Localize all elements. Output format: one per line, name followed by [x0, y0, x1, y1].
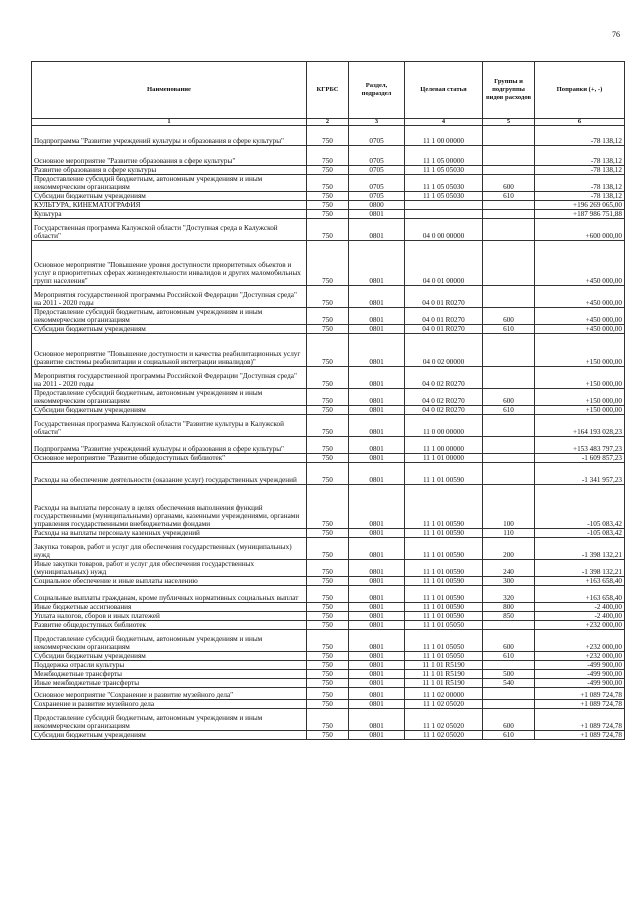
cell-kgrbs: 750 — [307, 454, 349, 463]
header-razdel: Раздел, подраздел — [349, 62, 405, 119]
cell-amendment: +150 000,00 — [535, 367, 625, 389]
cell-amendment: +163 658,40 — [535, 586, 625, 603]
cell-expense-group — [483, 126, 535, 146]
cell-amendment: -1 609 857,23 — [535, 454, 625, 463]
cell-kgrbs: 750 — [307, 586, 349, 603]
cell-amendment: +163 658,40 — [535, 577, 625, 586]
cell-razdel: 0801 — [349, 415, 405, 437]
cell-target-article: 11 1 01 05050 — [405, 621, 483, 630]
table-row — [32, 630, 625, 652]
cell-kgrbs: 750 — [307, 670, 349, 679]
cell-kgrbs: 750 — [307, 709, 349, 731]
table-row — [32, 652, 625, 661]
table-row — [32, 286, 625, 308]
table-row — [32, 219, 625, 241]
cell-razdel: 0801 — [349, 586, 405, 603]
cell-razdel: 0801 — [349, 621, 405, 630]
table-row — [32, 192, 625, 201]
cell-amendment: -78 138,12 — [535, 166, 625, 175]
cell-expense-group — [483, 463, 535, 485]
cell-target-article: 11 1 01 05050 — [405, 652, 483, 661]
cell-expense-group — [483, 661, 535, 670]
cell-kgrbs: 750 — [307, 406, 349, 415]
cell-expense-group — [483, 688, 535, 700]
cell-amendment: +450 000,00 — [535, 286, 625, 308]
cell-razdel: 0800 — [349, 201, 405, 210]
cell-kgrbs: 750 — [307, 560, 349, 577]
cell-name: Предоставление субсидий бюджетным, автономным учреждениям и иным некоммерческим организациям — [32, 175, 307, 192]
header-name: Наименование — [32, 62, 307, 119]
table-row — [32, 146, 625, 166]
column-numbers-row — [32, 119, 625, 126]
cell-expense-group: 600 — [483, 308, 535, 325]
cell-amendment: +450 000,00 — [535, 308, 625, 325]
cell-razdel: 0801 — [349, 367, 405, 389]
header-target-article: Целевая статья — [405, 62, 483, 119]
cell-name: Субсидии бюджетным учреждениям — [32, 731, 307, 740]
cell-kgrbs: 750 — [307, 700, 349, 709]
cell-target-article: 04 0 01 00000 — [405, 241, 483, 286]
cell-amendment: +164 193 028,23 — [535, 415, 625, 437]
table-row — [32, 612, 625, 621]
header-amendments: Поправки (+, -) — [535, 62, 625, 119]
cell-razdel: 0801 — [349, 485, 405, 529]
cell-target-article: 04 0 02 R0270 — [405, 367, 483, 389]
col-number: 6 — [535, 119, 625, 126]
cell-expense-group: 600 — [483, 709, 535, 731]
cell-expense-group — [483, 437, 535, 454]
cell-target-article: 11 1 01 00590 — [405, 586, 483, 603]
cell-kgrbs: 750 — [307, 367, 349, 389]
cell-amendment: +1 089 724,78 — [535, 709, 625, 731]
cell-name: Развитие общедоступных библиотек — [32, 621, 307, 630]
cell-kgrbs: 750 — [307, 126, 349, 146]
table-body — [32, 126, 625, 740]
col-number: 1 — [32, 119, 307, 126]
cell-amendment: +153 483 797,23 — [535, 437, 625, 454]
cell-expense-group: 610 — [483, 192, 535, 201]
cell-expense-group — [483, 700, 535, 709]
cell-kgrbs: 750 — [307, 630, 349, 652]
cell-kgrbs: 750 — [307, 463, 349, 485]
col-number: 4 — [405, 119, 483, 126]
cell-target-article: 11 1 01 00590 — [405, 485, 483, 529]
cell-name: Государственная программа Калужской области "Развитие культуры в Калужской области" — [32, 415, 307, 437]
cell-name: Закупка товаров, работ и услуг для обеспечения государственных (муниципальных) нужд — [32, 538, 307, 560]
cell-name: Основное мероприятие "Развитие образования в сфере культуры" — [32, 146, 307, 166]
cell-kgrbs: 750 — [307, 437, 349, 454]
cell-name: Субсидии бюджетным учреждениям — [32, 192, 307, 201]
cell-kgrbs: 750 — [307, 210, 349, 219]
cell-target-article: 11 1 05 05030 — [405, 166, 483, 175]
cell-name: Поддержка отрасли культуры — [32, 661, 307, 670]
cell-name: Расходы на выплаты персоналу казенных учреждений — [32, 529, 307, 538]
cell-name: Предоставление субсидий бюджетным, автономным учреждениям и иным некоммерческим организациям — [32, 308, 307, 325]
table-row — [32, 661, 625, 670]
cell-target-article: 11 1 01 00590 — [405, 577, 483, 586]
cell-kgrbs: 750 — [307, 334, 349, 367]
cell-razdel: 0801 — [349, 612, 405, 621]
cell-expense-group — [483, 621, 535, 630]
cell-razdel: 0801 — [349, 454, 405, 463]
table-row — [32, 577, 625, 586]
cell-amendment: -2 400,00 — [535, 612, 625, 621]
cell-kgrbs: 750 — [307, 201, 349, 210]
cell-kgrbs: 750 — [307, 529, 349, 538]
cell-razdel: 0705 — [349, 146, 405, 166]
cell-target-article: 11 1 00 00000 — [405, 437, 483, 454]
cell-razdel: 0801 — [349, 389, 405, 406]
cell-name: Расходы на обеспечение деятельности (оказание услуг) государственных учреждений — [32, 463, 307, 485]
cell-razdel: 0801 — [349, 661, 405, 670]
cell-razdel: 0801 — [349, 630, 405, 652]
cell-razdel: 0705 — [349, 192, 405, 201]
cell-razdel: 0801 — [349, 560, 405, 577]
cell-amendment: +196 269 065,00 — [535, 201, 625, 210]
cell-name: Уплата налогов, сборов и иных платежей — [32, 612, 307, 621]
cell-target-article: 04 0 02 00000 — [405, 334, 483, 367]
cell-target-article — [405, 210, 483, 219]
cell-kgrbs: 750 — [307, 286, 349, 308]
cell-amendment: +150 000,00 — [535, 406, 625, 415]
cell-name: Основное мероприятие "Развитие общедоступных библиотек" — [32, 454, 307, 463]
cell-amendment: -1 341 957,23 — [535, 463, 625, 485]
cell-amendment: -105 083,42 — [535, 485, 625, 529]
cell-razdel: 0801 — [349, 688, 405, 700]
cell-amendment: -499 900,00 — [535, 661, 625, 670]
cell-target-article: 04 0 01 R0270 — [405, 308, 483, 325]
cell-name: Подпрограмма "Развитие учреждений культуры и образования в сфере культуры" — [32, 126, 307, 146]
cell-razdel: 0801 — [349, 731, 405, 740]
cell-kgrbs: 750 — [307, 485, 349, 529]
cell-razdel: 0801 — [349, 219, 405, 241]
cell-razdel: 0801 — [349, 538, 405, 560]
cell-expense-group: 600 — [483, 389, 535, 406]
cell-target-article: 04 0 01 R0270 — [405, 325, 483, 334]
cell-expense-group — [483, 241, 535, 286]
cell-amendment: -1 398 132,21 — [535, 538, 625, 560]
cell-expense-group: 610 — [483, 731, 535, 740]
table-row — [32, 334, 625, 367]
cell-target-article: 11 1 01 05050 — [405, 630, 483, 652]
table-row — [32, 679, 625, 688]
cell-razdel: 0801 — [349, 603, 405, 612]
cell-target-article: 11 0 00 00000 — [405, 415, 483, 437]
cell-amendment: -105 083,42 — [535, 529, 625, 538]
cell-expense-group: 600 — [483, 175, 535, 192]
cell-razdel: 0801 — [349, 463, 405, 485]
cell-target-article: 11 1 01 00000 — [405, 454, 483, 463]
cell-target-article: 11 1 01 R5190 — [405, 670, 483, 679]
cell-target-article: 11 1 05 05030 — [405, 192, 483, 201]
table-row — [32, 485, 625, 529]
cell-razdel: 0801 — [349, 652, 405, 661]
cell-razdel: 0801 — [349, 700, 405, 709]
table-row — [32, 166, 625, 175]
cell-expense-group: 240 — [483, 560, 535, 577]
cell-amendment: +232 000,00 — [535, 652, 625, 661]
cell-name: Государственная программа Калужской области "Доступная среда в Калужской области" — [32, 219, 307, 241]
cell-expense-group: 850 — [483, 612, 535, 621]
cell-target-article: 04 0 02 R0270 — [405, 406, 483, 415]
cell-name: Сохранение и развитие музейного дела — [32, 700, 307, 709]
cell-target-article — [405, 201, 483, 210]
col-number: 2 — [307, 119, 349, 126]
cell-amendment: +150 000,00 — [535, 334, 625, 367]
table-row — [32, 201, 625, 210]
cell-razdel: 0705 — [349, 166, 405, 175]
table-row — [32, 731, 625, 740]
cell-expense-group: 800 — [483, 603, 535, 612]
cell-target-article: 11 1 01 00590 — [405, 529, 483, 538]
cell-kgrbs: 750 — [307, 308, 349, 325]
cell-expense-group: 100 — [483, 485, 535, 529]
cell-name: Основное мероприятие "Сохранение и развитие музейного дела" — [32, 688, 307, 700]
cell-name: Иные бюджетные ассигнования — [32, 603, 307, 612]
cell-razdel: 0801 — [349, 529, 405, 538]
cell-razdel: 0801 — [349, 334, 405, 367]
cell-kgrbs: 750 — [307, 688, 349, 700]
cell-kgrbs: 750 — [307, 661, 349, 670]
cell-expense-group — [483, 201, 535, 210]
cell-razdel: 0801 — [349, 670, 405, 679]
cell-target-article: 11 1 02 05020 — [405, 731, 483, 740]
cell-razdel: 0801 — [349, 210, 405, 219]
cell-expense-group: 610 — [483, 325, 535, 334]
cell-kgrbs: 750 — [307, 219, 349, 241]
cell-name: Подпрограмма "Развитие учреждений культуры и образования в сфере культуры" — [32, 437, 307, 454]
cell-target-article: 11 1 02 00000 — [405, 688, 483, 700]
cell-name: Мероприятия государственной программы Российской Федерации "Доступная среда" на 2011 - 2020 годы — [32, 367, 307, 389]
cell-kgrbs: 750 — [307, 415, 349, 437]
cell-expense-group: 610 — [483, 652, 535, 661]
table-row — [32, 437, 625, 454]
table-row — [32, 175, 625, 192]
cell-expense-group: 600 — [483, 630, 535, 652]
table-row — [32, 454, 625, 463]
cell-amendment: +150 000,00 — [535, 389, 625, 406]
cell-name: Социальные выплаты гражданам, кроме публичных нормативных социальных выплат — [32, 586, 307, 603]
cell-expense-group — [483, 286, 535, 308]
cell-amendment: -499 900,00 — [535, 679, 625, 688]
table-row — [32, 406, 625, 415]
cell-kgrbs: 750 — [307, 241, 349, 286]
cell-name: Предоставление субсидий бюджетным, автономным учреждениям и иным некоммерческим организациям — [32, 709, 307, 731]
cell-razdel: 0801 — [349, 406, 405, 415]
col-number: 3 — [349, 119, 405, 126]
cell-target-article: 11 1 02 05020 — [405, 709, 483, 731]
cell-name: Основное мероприятие "Повышение уровня доступности приоритетных объектов и услуг в приоритетных сферах жизнедеятельности инвалидов и других маломобильных групп населения" — [32, 241, 307, 286]
cell-target-article: 11 1 01 00590 — [405, 603, 483, 612]
cell-target-article: 11 1 05 00000 — [405, 146, 483, 166]
cell-amendment: +600 000,00 — [535, 219, 625, 241]
cell-name: Субсидии бюджетным учреждениям — [32, 652, 307, 661]
table-row — [32, 538, 625, 560]
cell-expense-group: 320 — [483, 586, 535, 603]
cell-target-article: 04 0 02 R0270 — [405, 389, 483, 406]
cell-name: Мероприятия государственной программы Российской Федерации "Доступная среда" на 2011 - 2020 годы — [32, 286, 307, 308]
cell-razdel: 0801 — [349, 679, 405, 688]
cell-target-article: 11 1 05 05030 — [405, 175, 483, 192]
cell-amendment: +232 000,00 — [535, 630, 625, 652]
cell-amendment: +1 089 724,78 — [535, 700, 625, 709]
table-row — [32, 586, 625, 603]
table-row — [32, 241, 625, 286]
cell-target-article: 11 1 00 00000 — [405, 126, 483, 146]
cell-expense-group — [483, 415, 535, 437]
cell-amendment: -78 138,12 — [535, 126, 625, 146]
cell-name: Предоставление субсидий бюджетным, автономным учреждениям и иным некоммерческим организациям — [32, 389, 307, 406]
cell-kgrbs: 750 — [307, 325, 349, 334]
cell-amendment: +450 000,00 — [535, 241, 625, 286]
cell-expense-group: 610 — [483, 406, 535, 415]
cell-name: Межбюджетные трансферты — [32, 670, 307, 679]
cell-target-article: 11 1 01 00590 — [405, 560, 483, 577]
table-row — [32, 700, 625, 709]
cell-kgrbs: 750 — [307, 731, 349, 740]
budget-table — [31, 61, 625, 740]
table-row — [32, 415, 625, 437]
cell-kgrbs: 750 — [307, 192, 349, 201]
cell-name: Иные межбюджетные трансферты — [32, 679, 307, 688]
cell-expense-group — [483, 454, 535, 463]
cell-expense-group: 300 — [483, 577, 535, 586]
cell-target-article: 11 1 02 05020 — [405, 700, 483, 709]
cell-razdel: 0801 — [349, 286, 405, 308]
cell-amendment: -2 400,00 — [535, 603, 625, 612]
cell-expense-group — [483, 334, 535, 367]
cell-expense-group — [483, 219, 535, 241]
cell-name: Основное мероприятие "Повышение доступности и качества реабилитационных услуг (развитие системы реабилитации и социальной интеграции инвалидов)" — [32, 334, 307, 367]
header-row — [32, 62, 625, 119]
cell-name: Субсидии бюджетным учреждениям — [32, 406, 307, 415]
cell-amendment: +187 986 751,88 — [535, 210, 625, 219]
cell-expense-group — [483, 146, 535, 166]
cell-expense-group — [483, 166, 535, 175]
cell-amendment: -78 138,12 — [535, 192, 625, 201]
cell-razdel: 0705 — [349, 175, 405, 192]
table-row — [32, 389, 625, 406]
table-row — [32, 325, 625, 334]
cell-kgrbs: 750 — [307, 652, 349, 661]
cell-razdel: 0801 — [349, 437, 405, 454]
cell-kgrbs: 750 — [307, 577, 349, 586]
cell-name: КУЛЬТУРА, КИНЕМАТОГРАФИЯ — [32, 201, 307, 210]
cell-kgrbs: 750 — [307, 146, 349, 166]
cell-name: Культура — [32, 210, 307, 219]
cell-kgrbs: 750 — [307, 621, 349, 630]
cell-name: Социальное обеспечение и иные выплаты населению — [32, 577, 307, 586]
cell-target-article: 11 1 01 00590 — [405, 463, 483, 485]
cell-name: Субсидии бюджетным учреждениям — [32, 325, 307, 334]
cell-razdel: 0801 — [349, 577, 405, 586]
cell-kgrbs: 750 — [307, 612, 349, 621]
cell-expense-group: 110 — [483, 529, 535, 538]
cell-expense-group: 540 — [483, 679, 535, 688]
col-number: 5 — [483, 119, 535, 126]
cell-name: Предоставление субсидий бюджетным, автономным учреждениям и иным некоммерческим организациям — [32, 630, 307, 652]
cell-amendment: -499 900,00 — [535, 670, 625, 679]
table-row — [32, 126, 625, 146]
table-row — [32, 308, 625, 325]
cell-target-article: 11 1 01 R5190 — [405, 679, 483, 688]
cell-target-article: 04 0 01 R0270 — [405, 286, 483, 308]
cell-razdel: 0801 — [349, 241, 405, 286]
cell-kgrbs: 750 — [307, 679, 349, 688]
cell-amendment: +1 089 724,78 — [535, 731, 625, 740]
cell-amendment: -1 398 132,21 — [535, 560, 625, 577]
cell-amendment: +1 089 724,78 — [535, 688, 625, 700]
cell-amendment: -78 138,12 — [535, 175, 625, 192]
cell-kgrbs: 750 — [307, 389, 349, 406]
cell-razdel: 0801 — [349, 325, 405, 334]
cell-amendment: +450 000,00 — [535, 325, 625, 334]
table-row — [32, 367, 625, 389]
table-row — [32, 529, 625, 538]
table-row — [32, 688, 625, 700]
cell-target-article: 11 1 01 R5190 — [405, 661, 483, 670]
cell-expense-group: 200 — [483, 538, 535, 560]
cell-name: Иные закупки товаров, работ и услуг для обеспечения государственных (муниципальных) нужд — [32, 560, 307, 577]
cell-expense-group — [483, 210, 535, 219]
table-row — [32, 210, 625, 219]
table-row — [32, 709, 625, 731]
cell-razdel: 0801 — [349, 308, 405, 325]
cell-kgrbs: 750 — [307, 175, 349, 192]
cell-amendment: -78 138,12 — [535, 146, 625, 166]
cell-amendment: +232 000,00 — [535, 621, 625, 630]
cell-target-article: 11 1 01 00590 — [405, 612, 483, 621]
cell-kgrbs: 750 — [307, 538, 349, 560]
table-row — [32, 560, 625, 577]
cell-kgrbs: 750 — [307, 603, 349, 612]
cell-target-article: 11 1 01 00590 — [405, 538, 483, 560]
table-row — [32, 603, 625, 612]
cell-razdel: 0705 — [349, 126, 405, 146]
cell-name: Расходы на выплаты персоналу в целях обеспечения выполнения функций государственными (муниципальными) органами, казенными учреждениями, органами управления государственными внебюджетными фондами — [32, 485, 307, 529]
cell-expense-group: 500 — [483, 670, 535, 679]
cell-kgrbs: 750 — [307, 166, 349, 175]
cell-name: Развитие образования в сфере культуры — [32, 166, 307, 175]
cell-razdel: 0801 — [349, 709, 405, 731]
cell-target-article: 04 0 00 00000 — [405, 219, 483, 241]
header-expense-group: Группы и подгруппы видов расходов — [483, 62, 535, 119]
table-row — [32, 621, 625, 630]
header-kgrbs: КГРБС — [307, 62, 349, 119]
table-row — [32, 670, 625, 679]
page-number: 76 — [612, 30, 620, 39]
cell-expense-group — [483, 367, 535, 389]
table-row — [32, 463, 625, 485]
